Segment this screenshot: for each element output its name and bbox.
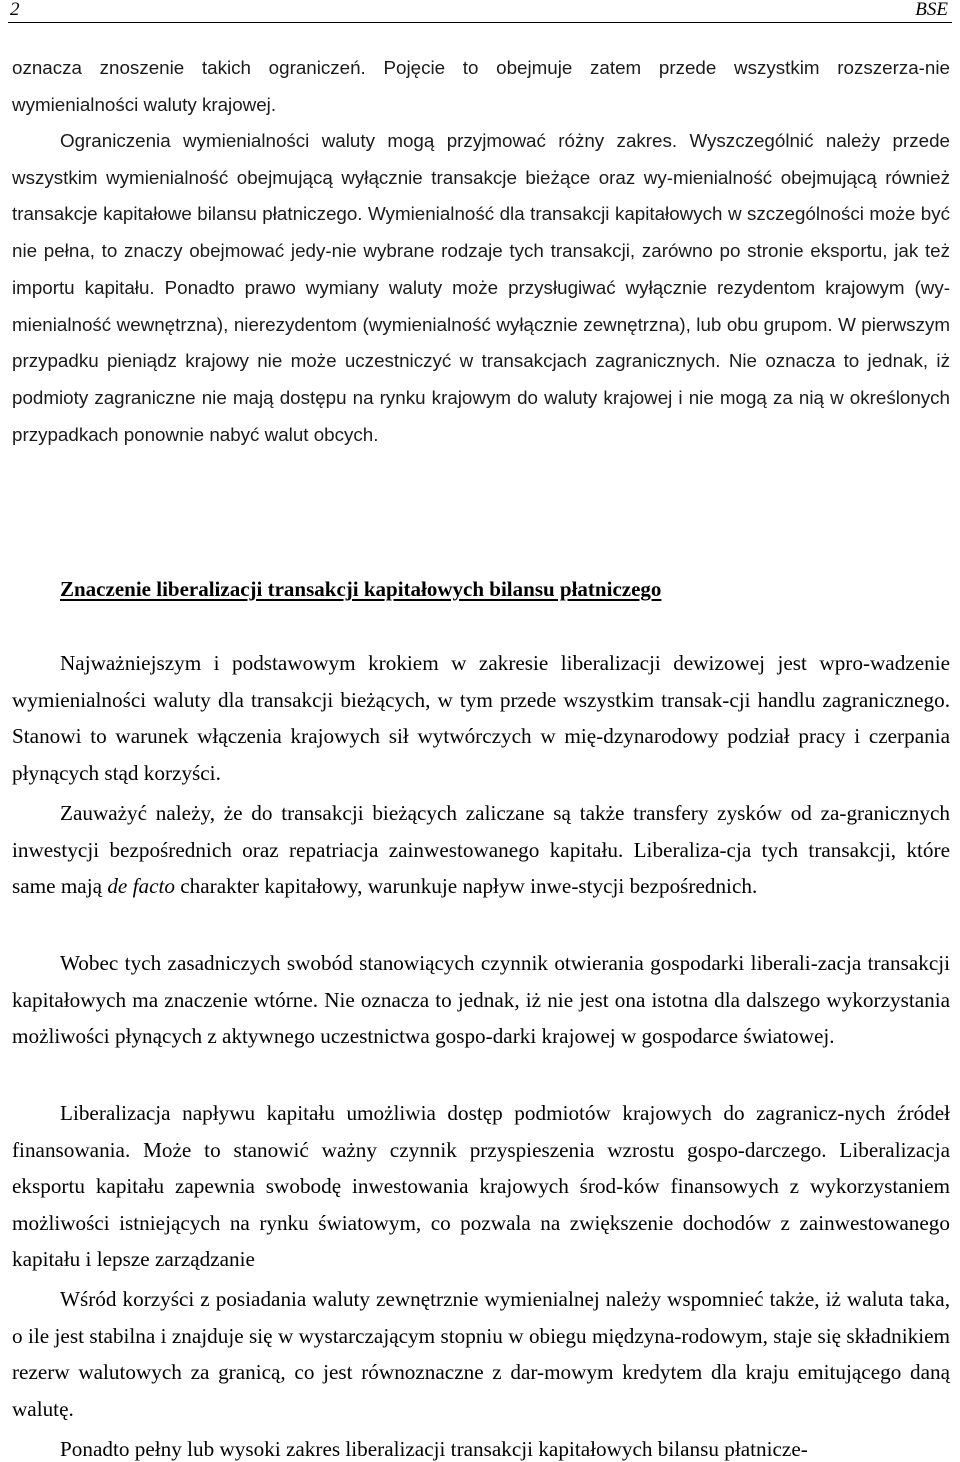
paragraph-capital-inflow: Liberalizacja napływu kapitału umożliwia dostęp podmiotów krajowych do zagranicz-nych źródeł finansowania. Może to stanowić ważny czynnik przyspieszenia wzrostu gospo-darczego. Liberalizacja eksportu kapitału zapewnia swobodę inwestowania krajowych środ-ków finansowych z wykorzystaniem możliwości istniejących na rynku światowym, co pozwala na zwiększenie dochodów z zainwestowanego kapitału i lepsze zarządzanie: [12, 1101, 950, 1272]
section-heading: Znaczenie liberalizacji transakcji kapitałowych bilansu płatniczego: [60, 577, 662, 601]
paragraph-profit-transfers: [12, 795, 950, 905]
text-run: Zauważyć należy, że do transakcji bieżących zaliczane są także transfery zysków od za-granicznych inwestycji bezpośrednich oraz repatriacja zainwestowanego kapitału. Liberaliza-cja tych transakcji, które same mają: [12, 801, 950, 899]
page-number: 2: [10, 0, 20, 20]
italic-term: de facto: [107, 874, 175, 899]
paragraph-secondary-importance: Wobec tych zasadniczych swobód stanowiących czynnik otwierania gospodarki liberali-zacja transakcji kapitałowych ma znaczenie wtórne. Nie oznacza to jednak, iż nie jest ona istotna dla dalszego wykorzystania możliwości płynących z aktywnego uczestnictwa gospo-darki krajowej w gospodarce światowej.: [12, 951, 950, 1049]
paragraph-reserve-currency: Wśród korzyści z posiadania waluty zewnętrznie wymienialnej należy wspomnieć także, iż waluta taka, o ile jest stabilna i znajduje się w wystarczającym stopniu w obiegu międzyna-rodowym, staje się składnikiem rezerw walutowych za granicą, co jest równoznaczne z dar-mowym kredytem dla kraju emitującego daną walutę.: [12, 1287, 950, 1421]
paragraph-continuation: oznacza znoszenie takich ograniczeń. Pojęcie to obejmuje zatem przede wszystkim rozszerza-nie wymienialności waluty krajowej.: [12, 57, 950, 115]
paragraph-truncated: Ponadto pełny lub wysoki zakres liberalizacji transakcji kapitałowych bilansu płatnicze-: [60, 1437, 808, 1461]
text-run: charakter kapitałowy, warunkuje napływ inwe-stycji bezpośrednich.: [174, 874, 758, 899]
paragraph-convertibility-scope: Ograniczenia wymienialności waluty mogą przyjmować różny zakres. Wyszczególnić należy przede wszystkim wymienialność obejmującą wyłącznie transakcje bieżące oraz wy-mienialność obejmującą również transakcje kapitałowe bilansu płatniczego. Wymienialność dla transakcji kapitałowych w szczególności może być nie pełna, to znaczy obejmować jedy-nie wybrane rodzaje tych transakcji, zarówno po stronie eksportu, jak też importu kapitału. Ponadto prawo wymiany waluty może przysługiwać wyłącznie rezydentom krajowym (wy-mienialność wewnętrzna), nierezydentom (wymienialność wyłącznie zewnętrzna), lub obu grupom. W pierwszym przypadku pieniądz krajowy nie może uczestniczyć w transakcjach zagranicznych. Nie oznacza to jednak, iż podmioty zagraniczne nie mają dostępu na rynku krajowym do waluty krajowej i nie mogą za nią w określonych przypadkach ponownie nabyć walut obcych.: [12, 130, 950, 445]
paragraph-current-transactions: Najważniejszym i podstawowym krokiem w zakresie liberalizacji dewizowej jest wpro-wadzenie wymienialności waluty dla transakcji bieżących, w tym przede wszystkim transak-cji handlu zagranicznego. Stanowi to warunek włączenia krajowych sił wytwórczych w mię-dzynarodowy podział pracy i czerpania płynących stąd korzyści.: [12, 651, 950, 785]
journal-abbreviation: BSE: [915, 0, 948, 20]
running-header: [8, 0, 952, 23]
